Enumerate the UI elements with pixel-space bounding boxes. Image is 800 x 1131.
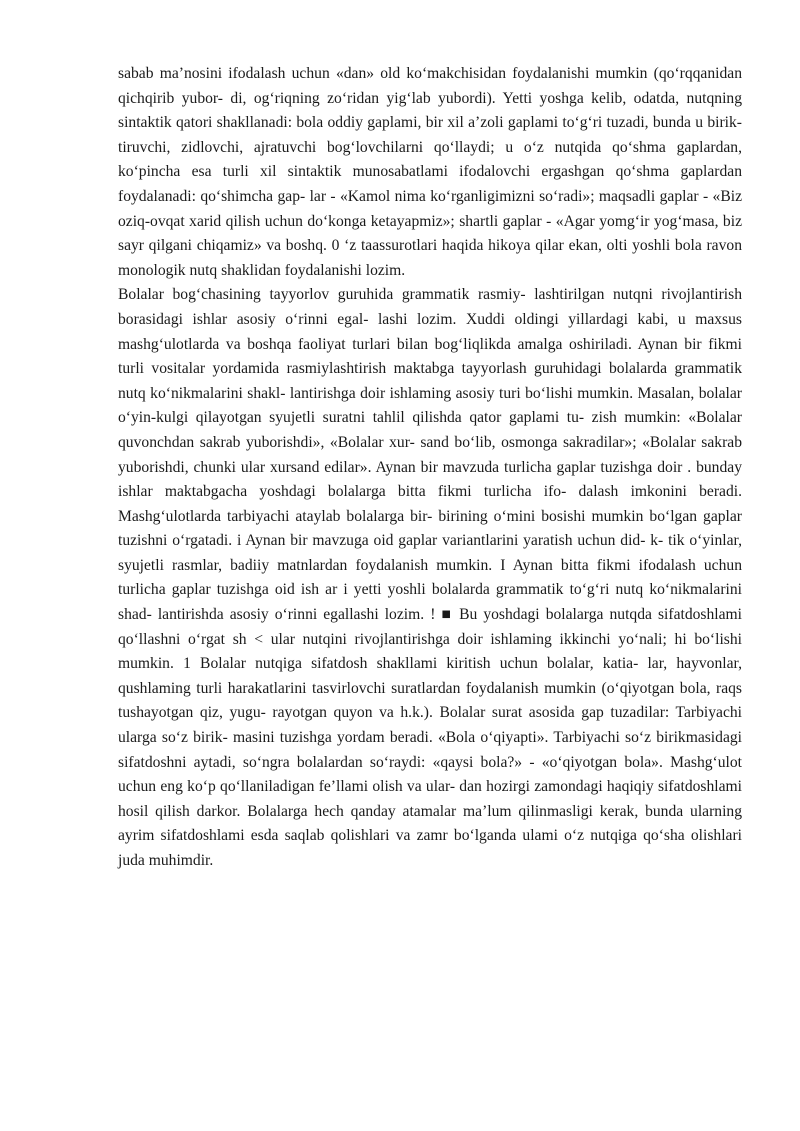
document-page [118,62,742,874]
paragraph-1: sabab ma’nosini ifodalash uchun «dan» old ko‘makchisidan foydalanishi mumkin (qo‘rqqanidan qichqirib yubor- di, og‘riqning zo‘ridan yig‘lab yubordi). Yetti yoshga kelib, odatda, nutqning sintaktik qatori shakllanadi: bola oddiy gaplami, bir xil a’zoli gaplami to‘g‘ri tuzadi, bunda u birik- tiruvchi, zidlovchi, ajratuvchi bog‘lovchilarni qo‘llaydi; u o‘z nutqida qo‘shma gaplardan, ko‘pincha esa turli xil sintaktik munosabatlami ifodalovchi ergashgan qo‘shma gaplardan foydalanadi: qo‘shimcha gap- lar - «Kamol nima ko‘rganligimizni so‘radi»; maqsadli gaplar - «Biz oziq-ovqat xarid qilish uchun do‘konga ketayapmiz»; shartli gaplar - «Agar yomg‘ir yog‘masa, biz sayr qilgani chiqamiz» va boshq. 0 ‘z taassurotlari haqida hikoya qilar ekan, olti yoshli bola ravon monologik nutq shaklidan foydalanishi lozim. [118,65,742,279]
paragraph-2: Bolalar bog‘chasining tayyorlov guruhida grammatik rasmiy- lashtirilgan nutqni rivojlantirish borasidagi ishlar asosiy o‘rinni egal- lashi lozim. Xuddi oldingi yillardagi kabi, u maxsus mashg‘ulotlarda va boshqa faoliyat turlari bilan bog‘liqlikda amalga oshiriladi. Aynan bir fikmi turli vositalar yordamida rasmiylashtirish maktabga tayyorlash guruhidagi bolalarda grammatik nutq ko‘nikmalarini shakl- lantirishga doir ishlaming asosiy turi bo‘lishi mumkin. Masalan, bolalar o‘yin-kulgi qilayotgan syujetli suratni tahlil qilishda qator gaplami tu- zish mumkin: «Bolalar quvonchdan sakrab yuborishdi», «Bolalar xur- sand bo‘lib, osmonga sakradilar»; «Bolalar sakrab yuborishdi, chunki ular xursand edilar». Aynan bir mavzuda turlicha gaplar tuzishga doir . bunday ishlar maktabgacha yoshdagi bolalarga bitta fikmi turlicha ifo- dalash imkonini beradi. Mashg‘ulotlarda tarbiyachi ataylab bolalarga bir- birining o‘mini bosishi mumkin bo‘lgan gaplar tuzishni o‘rgatadi. i Aynan bir mavzuga oid gaplar variantlarini yaratish uchun did- k- tik o‘yinlar, syujetli rasmlar, badiiy matnlardan foydalanish mumkin. I Aynan bitta fikmi ifodalash uchun turlicha gaplar tuzishga oid ish ar i yetti yoshli bolalarda grammatik to‘g‘ri nutq ko‘nikmalarini shad- lantirishda asosiy o‘rinni egallashi lozim. ! ■ Bu yoshdagi bolalarga nutqda sifatdoshlami qo‘llashni o‘rgat sh < ular nutqini rivojlantirishga doir ishlaming ikkinchi yo‘nali; hi bo‘lishi mumkin. 1 Bolalar nutqiga sifatdosh shakllami kiritish uchun bolalar, katia- lar, hayvonlar, qushlaming turli harakatlarini tasvirlovchi suratlardan foydalanish mumkin (o‘qiyotgan bola, raqs tushayotgan qiz, yugu- rayotgan quyon va h.k.). Bolalar surat asosida gap tuzadilar: Tarbiyachi ularga so‘z birik- masini tuzishga yordam beradi. «Bola o‘qiyapti». Tarbiyachi so‘z birikmasidagi sifatdoshni aytadi, so‘ngra bolalardan so‘raydi: «qaysi bola?» - «o‘qiyotgan bola». Mashg‘ulot uchun eng ko‘p qo‘llaniladigan fe’llami olish va ular- dan hozirgi zamondagi haqiqiy sifatdoshlami hosil qilish darkor. Bolalarga hech qanday atamalar ma’lum qilinmasligi kerak, bunda ularning ayrim sifatdoshlami esda saqlab qolishlari va zamr bo‘lganda ulami o‘z nutqiga qo‘sha olishlari juda muhimdir. [118,286,742,869]
